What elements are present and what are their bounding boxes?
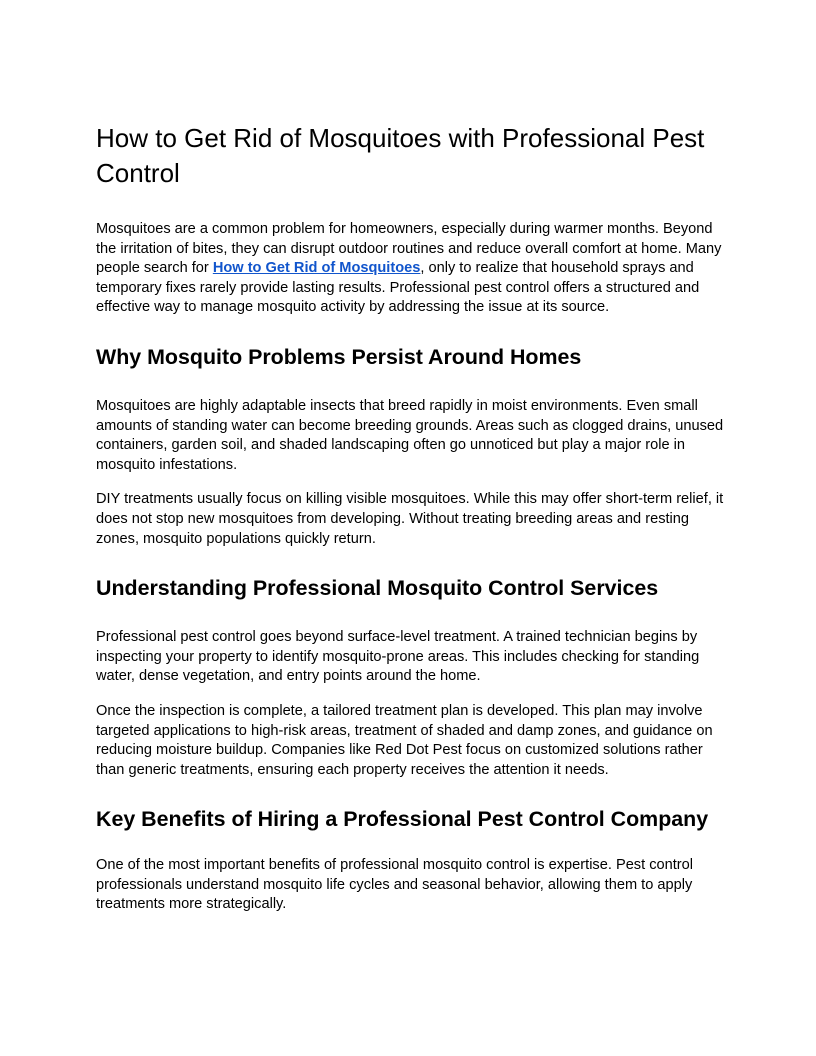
section-paragraph: DIY treatments usually focus on killing visible mosquitoes. While this may offer short-term relief, it does not stop new mosquitoes from developing. Without treating breeding areas and resting zones, mosquito populations quickly return. <box>96 491 724 547</box>
section-paragraph: Once the inspection is complete, a tailored treatment plan is developed. This plan may involve targeted applications to high-risk areas, treatment of shaded and damp zones, and guidance on reducing moisture buildup. Companies like Red Dot Pest focus on customized solutions rather than generic treatments, ensuring each property receives the attention it needs. <box>96 702 713 778</box>
intro-text-after-link: , only to realize that household sprays and temporary fixes rarely provide lasting results. Professional pest control offers a structured and effective way to manage mosquito activity by addressing the issue at its source. <box>96 260 700 316</box>
section-heading-why-persist: Why Mosquito Problems Persist Around Homes <box>96 344 582 369</box>
section-paragraph: One of the most important benefits of professional mosquito control is expertise. Pest control professionals understand mosquito life cycles and seasonal behavior, allowing them to apply treatments more strategically. <box>96 857 694 913</box>
document-body <box>96 121 724 915</box>
mosquito-guide-link[interactable]: How to Get Rid of Mosquitoes <box>212 260 421 277</box>
section-heading-key-benefits: Key Benefits of Hiring a Professional Pest Control Company <box>96 807 709 832</box>
intro-paragraph <box>96 220 724 318</box>
section-paragraph: Professional pest control goes beyond surface-level treatment. A trained technician begins by inspecting your property to identify mosquito-prone areas. This includes checking for standing water, dense vegetation, and entry points around the home. <box>96 629 700 685</box>
section-paragraph: Mosquitoes are highly adaptable insects that breed rapidly in moist environments. Even small amounts of standing water can become breeding grounds. Areas such as clogged drains, unused containers, garden soil, and shaded landscaping often go unnoticed but play a major role in mosquito infestations. <box>96 397 724 473</box>
intro-text-before-link: Mosquitoes are a common problem for homeowners, especially during warmer months. Beyond the irritation of bites, they can disrupt outdoor routines and reduce overall comfort at home. Many people search for <box>96 221 722 277</box>
document-title: How to Get Rid of Mosquitoes with Professional Pest Control <box>96 123 705 188</box>
section-heading-understanding-services: Understanding Professional Mosquito Control Services <box>96 576 659 601</box>
